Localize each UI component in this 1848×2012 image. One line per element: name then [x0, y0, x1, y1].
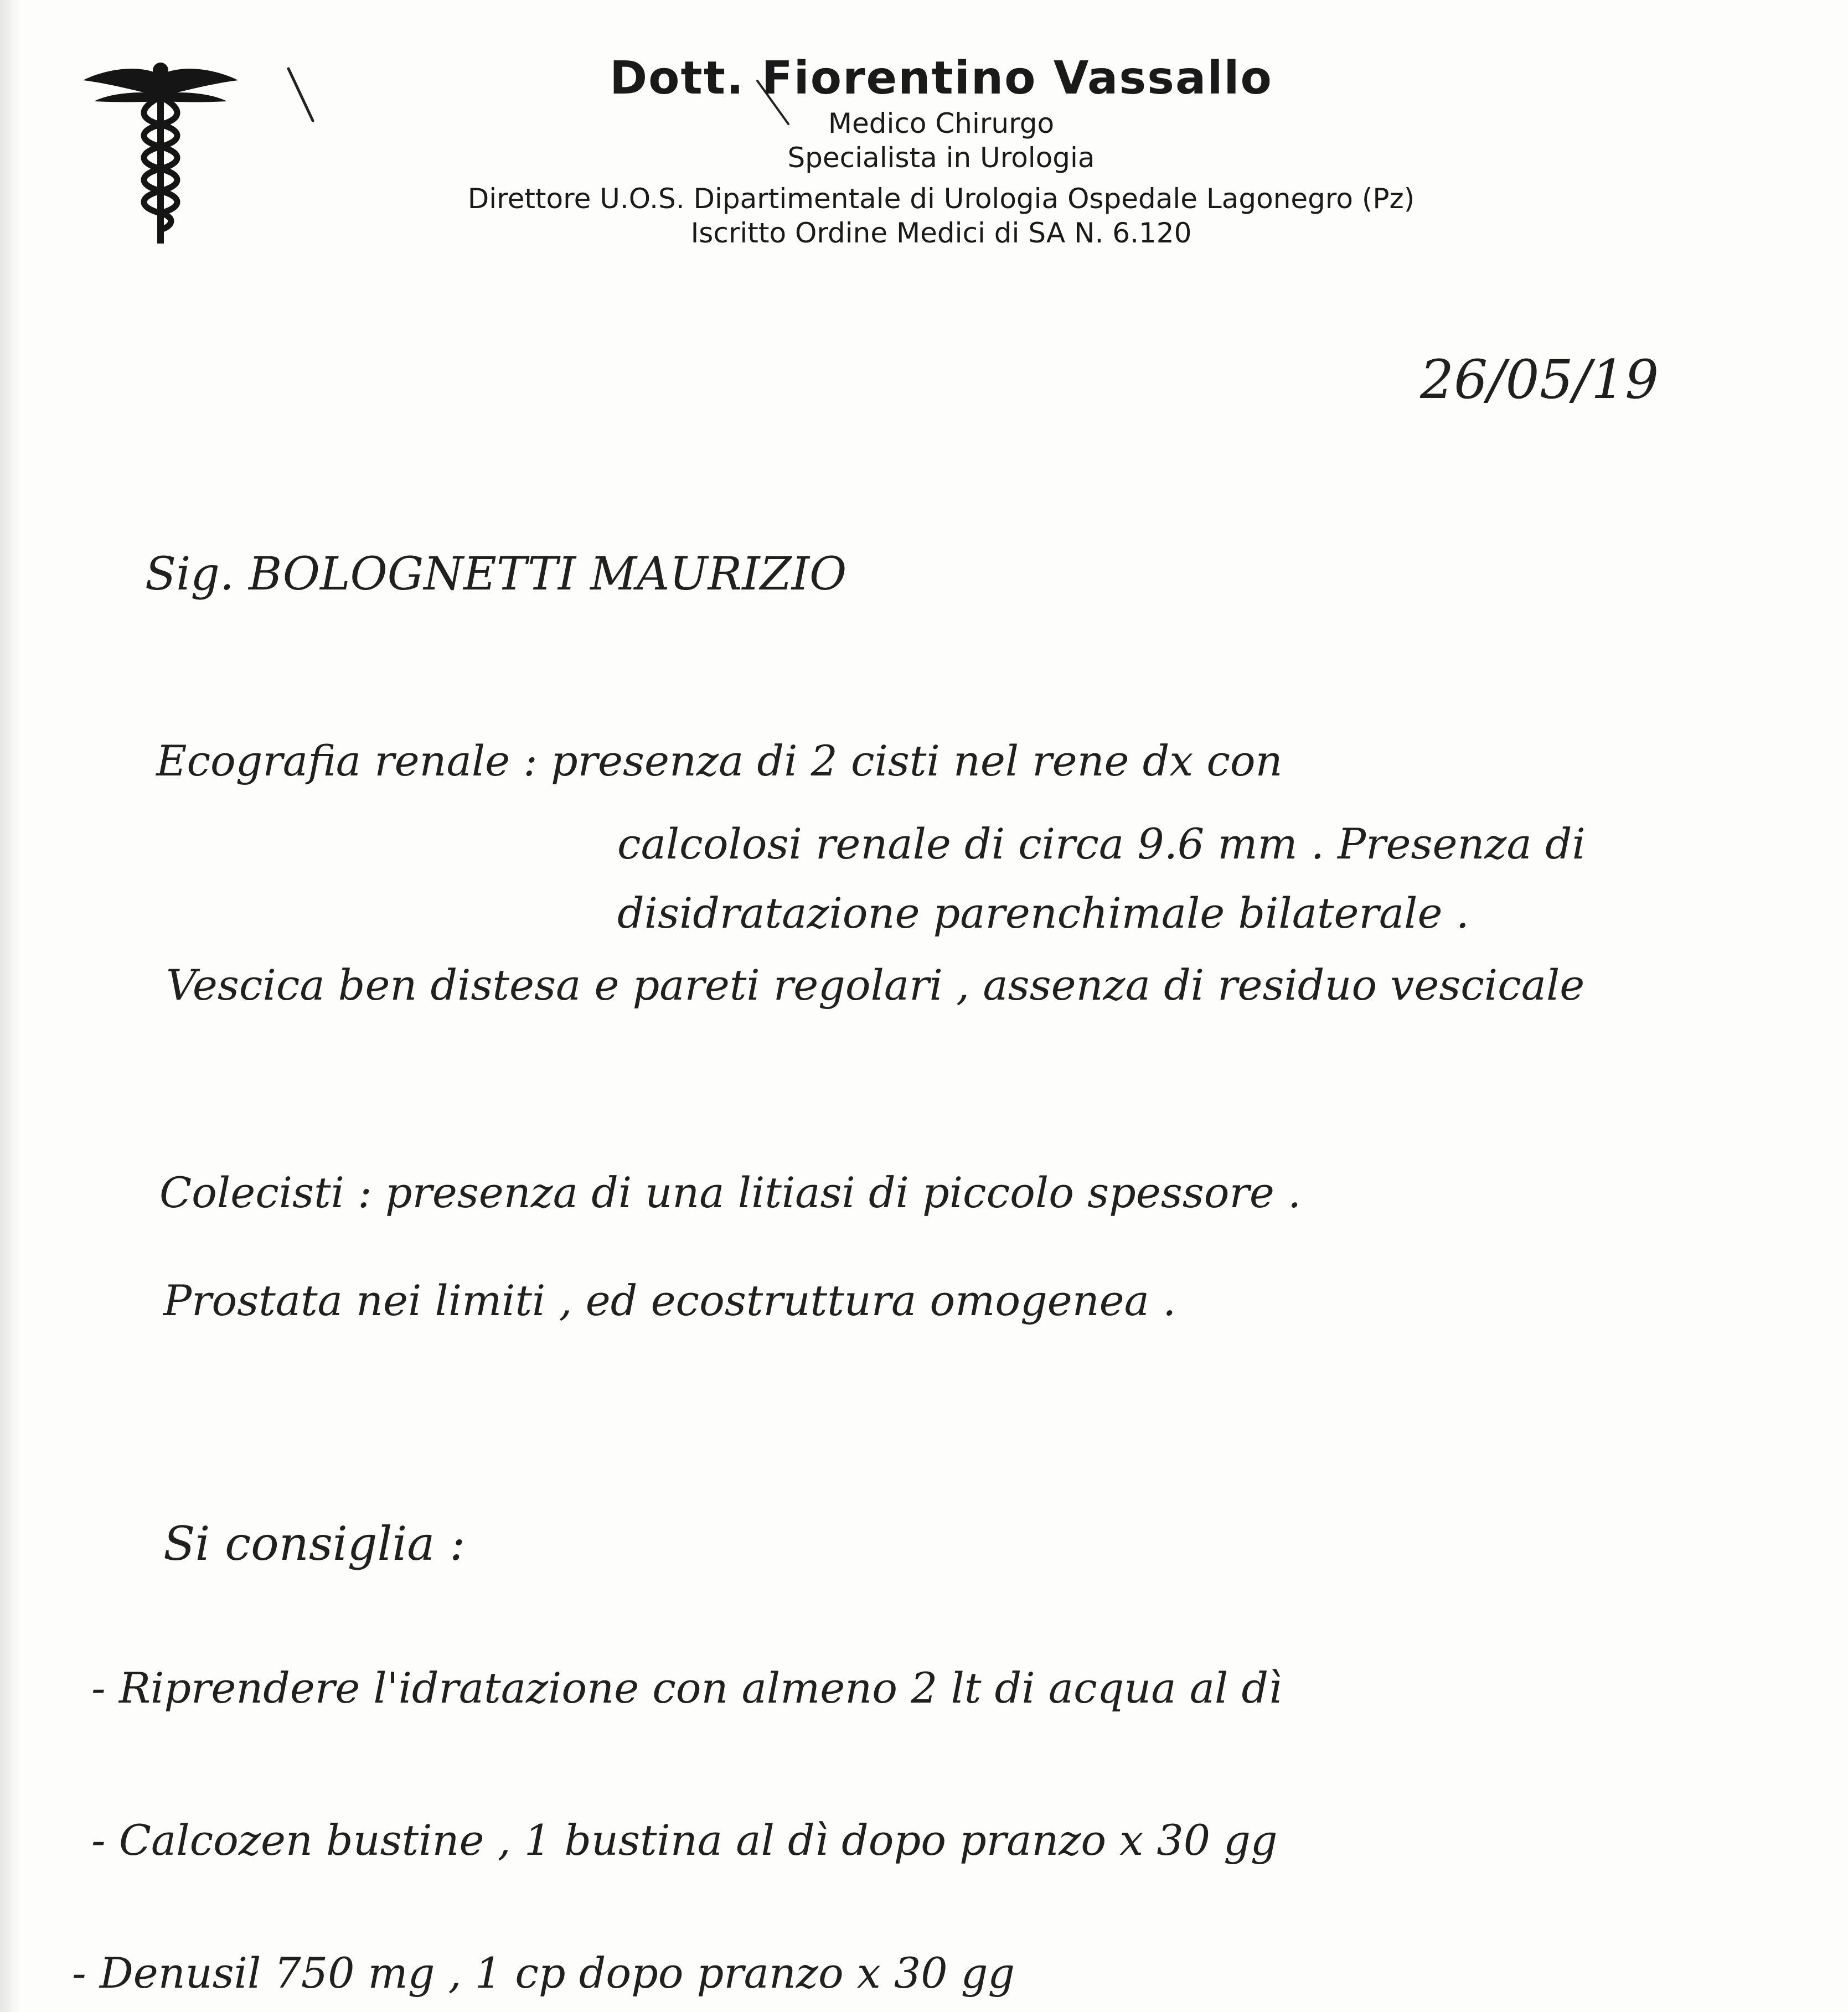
patient-name: Sig. BOLOGNETTI MAURIZIO [145, 548, 847, 601]
letterhead [388, 51, 1495, 250]
advice-item: - Calcozen bustine , 1 bustina al dì dopo pranzo x 30 gg [91, 1816, 1278, 1865]
finding-line: Ecografia renale : presenza di 2 cisti nel rene dx con [156, 736, 1283, 785]
pen-stroke-mark [285, 65, 318, 126]
caduceus-icon [83, 58, 238, 246]
doctor-specialty: Specialista in Urologia [787, 142, 1095, 174]
doctor-position: Direttore U.O.S. Dipartimentale di Urologia Ospedale Lagonegro (Pz) [467, 183, 1415, 215]
doctor-name: Dott. Fiorentino Vassallo [610, 52, 1273, 105]
doctor-registration: Iscritto Ordine Medici di SA N. 6.120 [690, 217, 1192, 249]
scan-edge-shadow [0, 0, 22, 2012]
advice-item: - Riprendere l'idratazione con almeno 2 lt di acqua al dì [91, 1663, 1282, 1713]
finding-line: Prostata nei limiti , ed ecostruttura omogenea . [163, 1276, 1176, 1325]
finding-line: calcolosi renale di circa 9.6 mm . Presenza di [617, 819, 1586, 868]
finding-line: Vescica ben distesa e pareti regolari , assenza di residuo vescicale [166, 960, 1585, 1010]
advice-heading: Si consiglia : [163, 1517, 466, 1571]
finding-line: disidratazione parenchimale bilaterale . [617, 888, 1469, 938]
finding-line: Colecisti : presenza di una litiasi di piccolo spessore . [159, 1168, 1302, 1217]
report-date: 26/05/19 [1420, 349, 1659, 411]
doctor-title: Medico Chirurgo [828, 107, 1055, 139]
advice-item: - Denusil 750 mg , 1 cp dopo pranzo x 30 gg [72, 1948, 1015, 1998]
